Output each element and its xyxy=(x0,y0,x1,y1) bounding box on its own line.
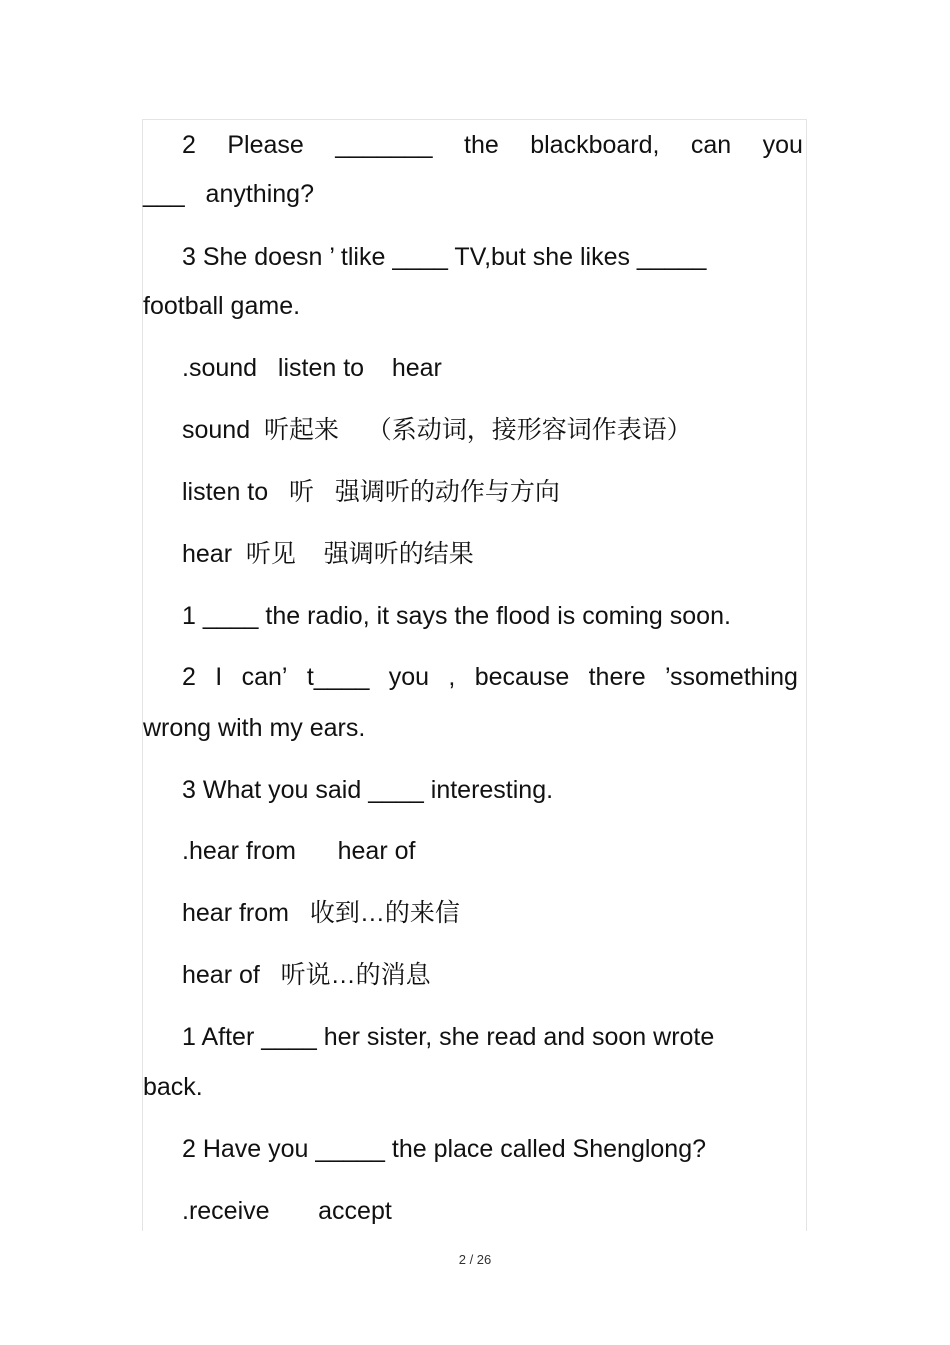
word: 2 xyxy=(182,663,196,691)
text-line-7: listen to 听 强调听的动作与方向 xyxy=(182,478,560,506)
word: can xyxy=(690,131,732,159)
word: you xyxy=(388,663,430,691)
word: , xyxy=(448,663,456,691)
word: there xyxy=(588,663,646,691)
word: Please xyxy=(227,131,304,159)
text-line-5: .sound listen to hear xyxy=(182,354,442,382)
text-line-8: hear 听见 强调听的结果 xyxy=(182,540,474,568)
word: the xyxy=(464,131,499,159)
text-line-1 xyxy=(182,130,803,160)
text-line-14: hear from 收到…的来信 xyxy=(182,899,460,927)
text-line-6: sound 听起来 （系动词，接形容词作表语） xyxy=(182,416,692,444)
page-number: 2 / 26 xyxy=(458,1252,492,1267)
text-line-18: 2 Have you _____ the place called Shenglong? xyxy=(182,1135,707,1163)
text-line-13: .hear from hear of xyxy=(182,837,416,865)
word: blackboard, xyxy=(530,131,660,159)
word: you xyxy=(762,131,803,159)
word: can’ xyxy=(241,663,288,691)
word: ’ssomething xyxy=(664,663,798,691)
text-line-19: .receive accept xyxy=(182,1197,392,1225)
text-line-2: ___ anything? xyxy=(143,180,314,208)
word: because xyxy=(474,663,570,691)
word: 2 xyxy=(182,131,196,159)
text-line-12: 3 What you said ____ interesting. xyxy=(182,776,554,804)
word: _______ xyxy=(335,131,433,159)
word: I xyxy=(215,663,223,691)
text-line-15: hear of 听说…的消息 xyxy=(182,961,431,989)
text-line-17: back. xyxy=(143,1073,203,1101)
text-line-16: 1 After ____ her sister, she read and soon wrote xyxy=(182,1023,715,1051)
text-line-3: 3 She doesn ’ tlike ____ TV,but she likes _____ xyxy=(182,243,707,271)
text-line-10 xyxy=(182,662,798,692)
word: t____ xyxy=(306,663,370,691)
text-line-9: 1 ____ the radio, it says the flood is coming soon. xyxy=(182,602,731,630)
text-line-4: football game. xyxy=(143,292,301,320)
text-line-11: wrong with my ears. xyxy=(143,714,366,742)
